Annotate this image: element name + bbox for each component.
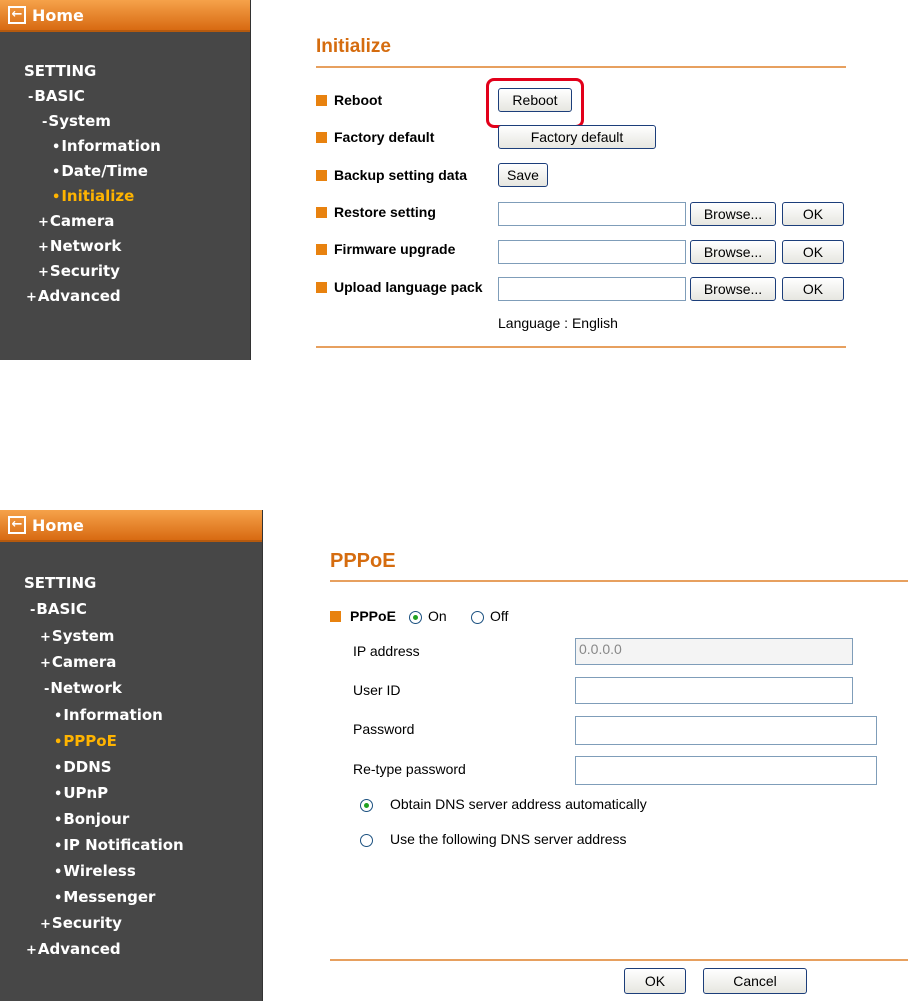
page-title: PPPoE — [330, 550, 396, 572]
bullet-icon — [316, 244, 327, 255]
pppoe-on-radio[interactable] — [409, 611, 422, 624]
nav-setting: SETTING — [24, 574, 97, 592]
sidebar — [0, 0, 251, 360]
firmware-file-input[interactable] — [498, 240, 686, 264]
pppoe-on-label: On — [428, 608, 447, 624]
nav-system[interactable]: -System — [42, 112, 111, 130]
ip-address-label: IP address — [353, 643, 420, 659]
backup-label: Backup setting data — [334, 167, 468, 183]
home-link[interactable] — [0, 510, 262, 542]
title-divider — [316, 66, 846, 68]
pppoe-screenshot — [0, 510, 908, 1001]
nav-basic[interactable]: -BASIC — [30, 600, 87, 618]
nav-information[interactable]: •Information — [54, 706, 163, 724]
ok-button[interactable]: OK — [624, 968, 686, 994]
reboot-label: Reboot — [334, 92, 383, 108]
nav-information[interactable]: •Information — [52, 137, 161, 155]
dns-auto-radio[interactable] — [360, 799, 373, 812]
bullet-icon — [316, 282, 327, 293]
password-input[interactable] — [575, 716, 877, 745]
nav-ddns[interactable]: •DDNS — [54, 758, 112, 776]
cancel-button[interactable]: Cancel — [703, 968, 807, 994]
nav-messenger[interactable]: •Messenger — [54, 888, 156, 906]
language-ok-button[interactable]: OK — [782, 277, 844, 301]
nav-system[interactable]: +System — [40, 627, 115, 645]
factory-default-label: Factory default — [334, 129, 435, 145]
home-label: Home — [32, 516, 84, 535]
language-browse-button[interactable]: Browse... — [690, 277, 776, 301]
pppoe-off-radio[interactable] — [471, 611, 484, 624]
nav-security[interactable]: +Security — [40, 914, 122, 932]
language-file-input[interactable] — [498, 277, 686, 301]
home-link[interactable] — [0, 0, 250, 32]
initialize-screenshot — [0, 0, 908, 360]
page-title: Initialize — [316, 36, 391, 57]
title-divider — [330, 580, 908, 582]
nav-basic[interactable]: -BASIC — [28, 87, 85, 105]
nav-advanced[interactable]: +Advanced — [26, 940, 121, 958]
nav-security[interactable]: +Security — [38, 262, 120, 280]
nav-pppoe[interactable]: •PPPoE — [54, 732, 117, 750]
nav-wireless[interactable]: •Wireless — [54, 862, 136, 880]
sidebar — [0, 510, 263, 1001]
restore-ok-button[interactable]: OK — [782, 202, 844, 226]
bullet-icon — [316, 170, 327, 181]
bullet-icon — [316, 132, 327, 143]
bullet-icon — [316, 207, 327, 218]
bullet-icon — [330, 611, 341, 622]
nav-network[interactable]: +Network — [38, 237, 122, 255]
current-language: Language : English — [498, 315, 618, 331]
pppoe-off-label: Off — [490, 608, 509, 624]
nav-setting: SETTING — [24, 62, 97, 80]
user-id-label: User ID — [353, 682, 401, 698]
nav-camera[interactable]: +Camera — [40, 653, 117, 671]
user-id-input[interactable] — [575, 677, 853, 704]
home-label: Home — [32, 6, 84, 25]
restore-label: Restore setting — [334, 204, 436, 220]
language-pack-label: Upload language pack — [334, 279, 483, 295]
bottom-divider — [330, 959, 908, 961]
nav-initialize[interactable]: •Initialize — [52, 187, 135, 205]
dns-manual-radio[interactable] — [360, 834, 373, 847]
firmware-label: Firmware upgrade — [334, 241, 456, 257]
bullet-icon — [316, 95, 327, 106]
dns-auto-label: Obtain DNS server address automatically — [390, 796, 647, 812]
nav-bonjour[interactable]: •Bonjour — [54, 810, 130, 828]
nav-upnp[interactable]: •UPnP — [54, 784, 109, 802]
restore-browse-button[interactable]: Browse... — [690, 202, 776, 226]
retype-password-input[interactable] — [575, 756, 877, 785]
password-label: Password — [353, 721, 415, 737]
dns-manual-label: Use the following DNS server address — [390, 831, 627, 847]
nav-network[interactable]: -Network — [44, 679, 122, 697]
firmware-browse-button[interactable]: Browse... — [690, 240, 776, 264]
save-button[interactable]: Save — [498, 163, 548, 187]
reboot-button[interactable]: Reboot — [498, 88, 572, 112]
firmware-ok-button[interactable]: OK — [782, 240, 844, 264]
nav-ip-notification[interactable]: •IP Notification — [54, 836, 184, 854]
bottom-divider — [316, 346, 846, 348]
nav-camera[interactable]: +Camera — [38, 212, 115, 230]
pppoe-label: PPPoE — [350, 608, 396, 624]
nav-advanced[interactable]: +Advanced — [26, 287, 121, 305]
back-arrow-icon: ← — [8, 6, 26, 24]
restore-file-input[interactable] — [498, 202, 686, 226]
back-arrow-icon: ← — [8, 516, 26, 534]
ip-address-input[interactable]: 0.0.0.0 — [575, 638, 853, 665]
retype-password-label: Re-type password — [353, 761, 466, 777]
factory-default-button[interactable]: Factory default — [498, 125, 656, 149]
nav-date-time[interactable]: •Date/Time — [52, 162, 148, 180]
